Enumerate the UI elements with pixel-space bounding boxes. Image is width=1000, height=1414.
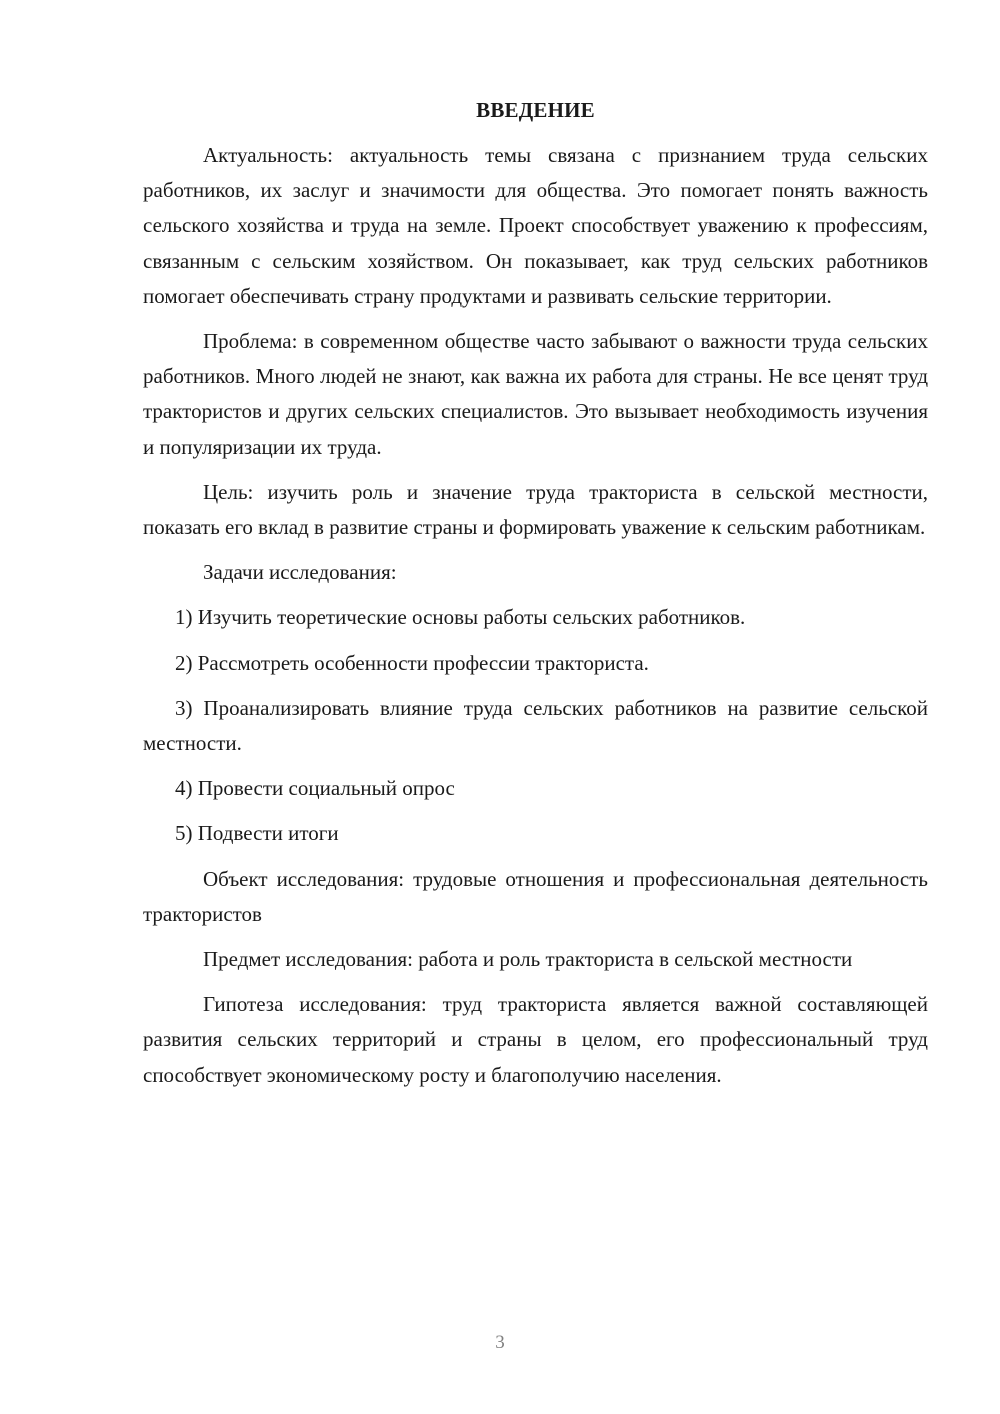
task-item: 2) Рассмотреть особенности профессии тракториста. <box>175 650 649 675</box>
task-item: 1) Изучить теоретические основы работы сельских работников. <box>175 605 746 630</box>
section-title: ВВЕДЕНИЕ <box>476 98 595 122</box>
paragraph-subject: Предмет исследования: работа и роль тракториста в сельской местности <box>203 947 853 972</box>
task-item: 3) Проанализировать влияние труда сельских работников на развитие сельской местности. <box>143 695 928 756</box>
document-page <box>143 90 928 1103</box>
tasks-heading: Задачи исследования: <box>203 560 397 585</box>
paragraph-object: Объект исследования: трудовые отношения и профессиональная деятельность трактористов <box>143 866 928 926</box>
task-item: 5) Подвести итоги <box>175 821 339 846</box>
task-item: 4) Провести социальный опрос <box>175 776 455 801</box>
paragraph-goal: Цель: изучить роль и значение труда тракториста в сельской местности, показать его вклад в развитие страны и формировать уважение к сельским работникам. <box>143 479 928 540</box>
page-number: 3 <box>495 1332 505 1353</box>
paragraph-problem: Проблема: в современном обществе часто забывают о важности труда сельских работников. Много людей не знают, как важна их работа для страны. Не все ценят труд трактористов и других сельских специалистов. Это вызывает необходимость изучения и популяризации их труда. <box>143 329 928 459</box>
paragraph-hypothesis: Гипотеза исследования: труд тракториста является важной составляющей развития сельских территорий и страны в целом, его профессиональный труд способствует экономическому росту и благополучию населения. <box>143 992 928 1087</box>
paragraph-relevance: Актуальность: актуальность темы связана с признанием труда сельских работников, их заслуг и значимости для общества. Это помогает понять важность сельского хозяйства и труда на земле. Проект способствует уважению к профессиям, связанным с сельским хозяйством. Он показывает, как труд сельских работников помогает обеспечивать страну продуктами и развивать сельские территории. <box>143 143 928 308</box>
